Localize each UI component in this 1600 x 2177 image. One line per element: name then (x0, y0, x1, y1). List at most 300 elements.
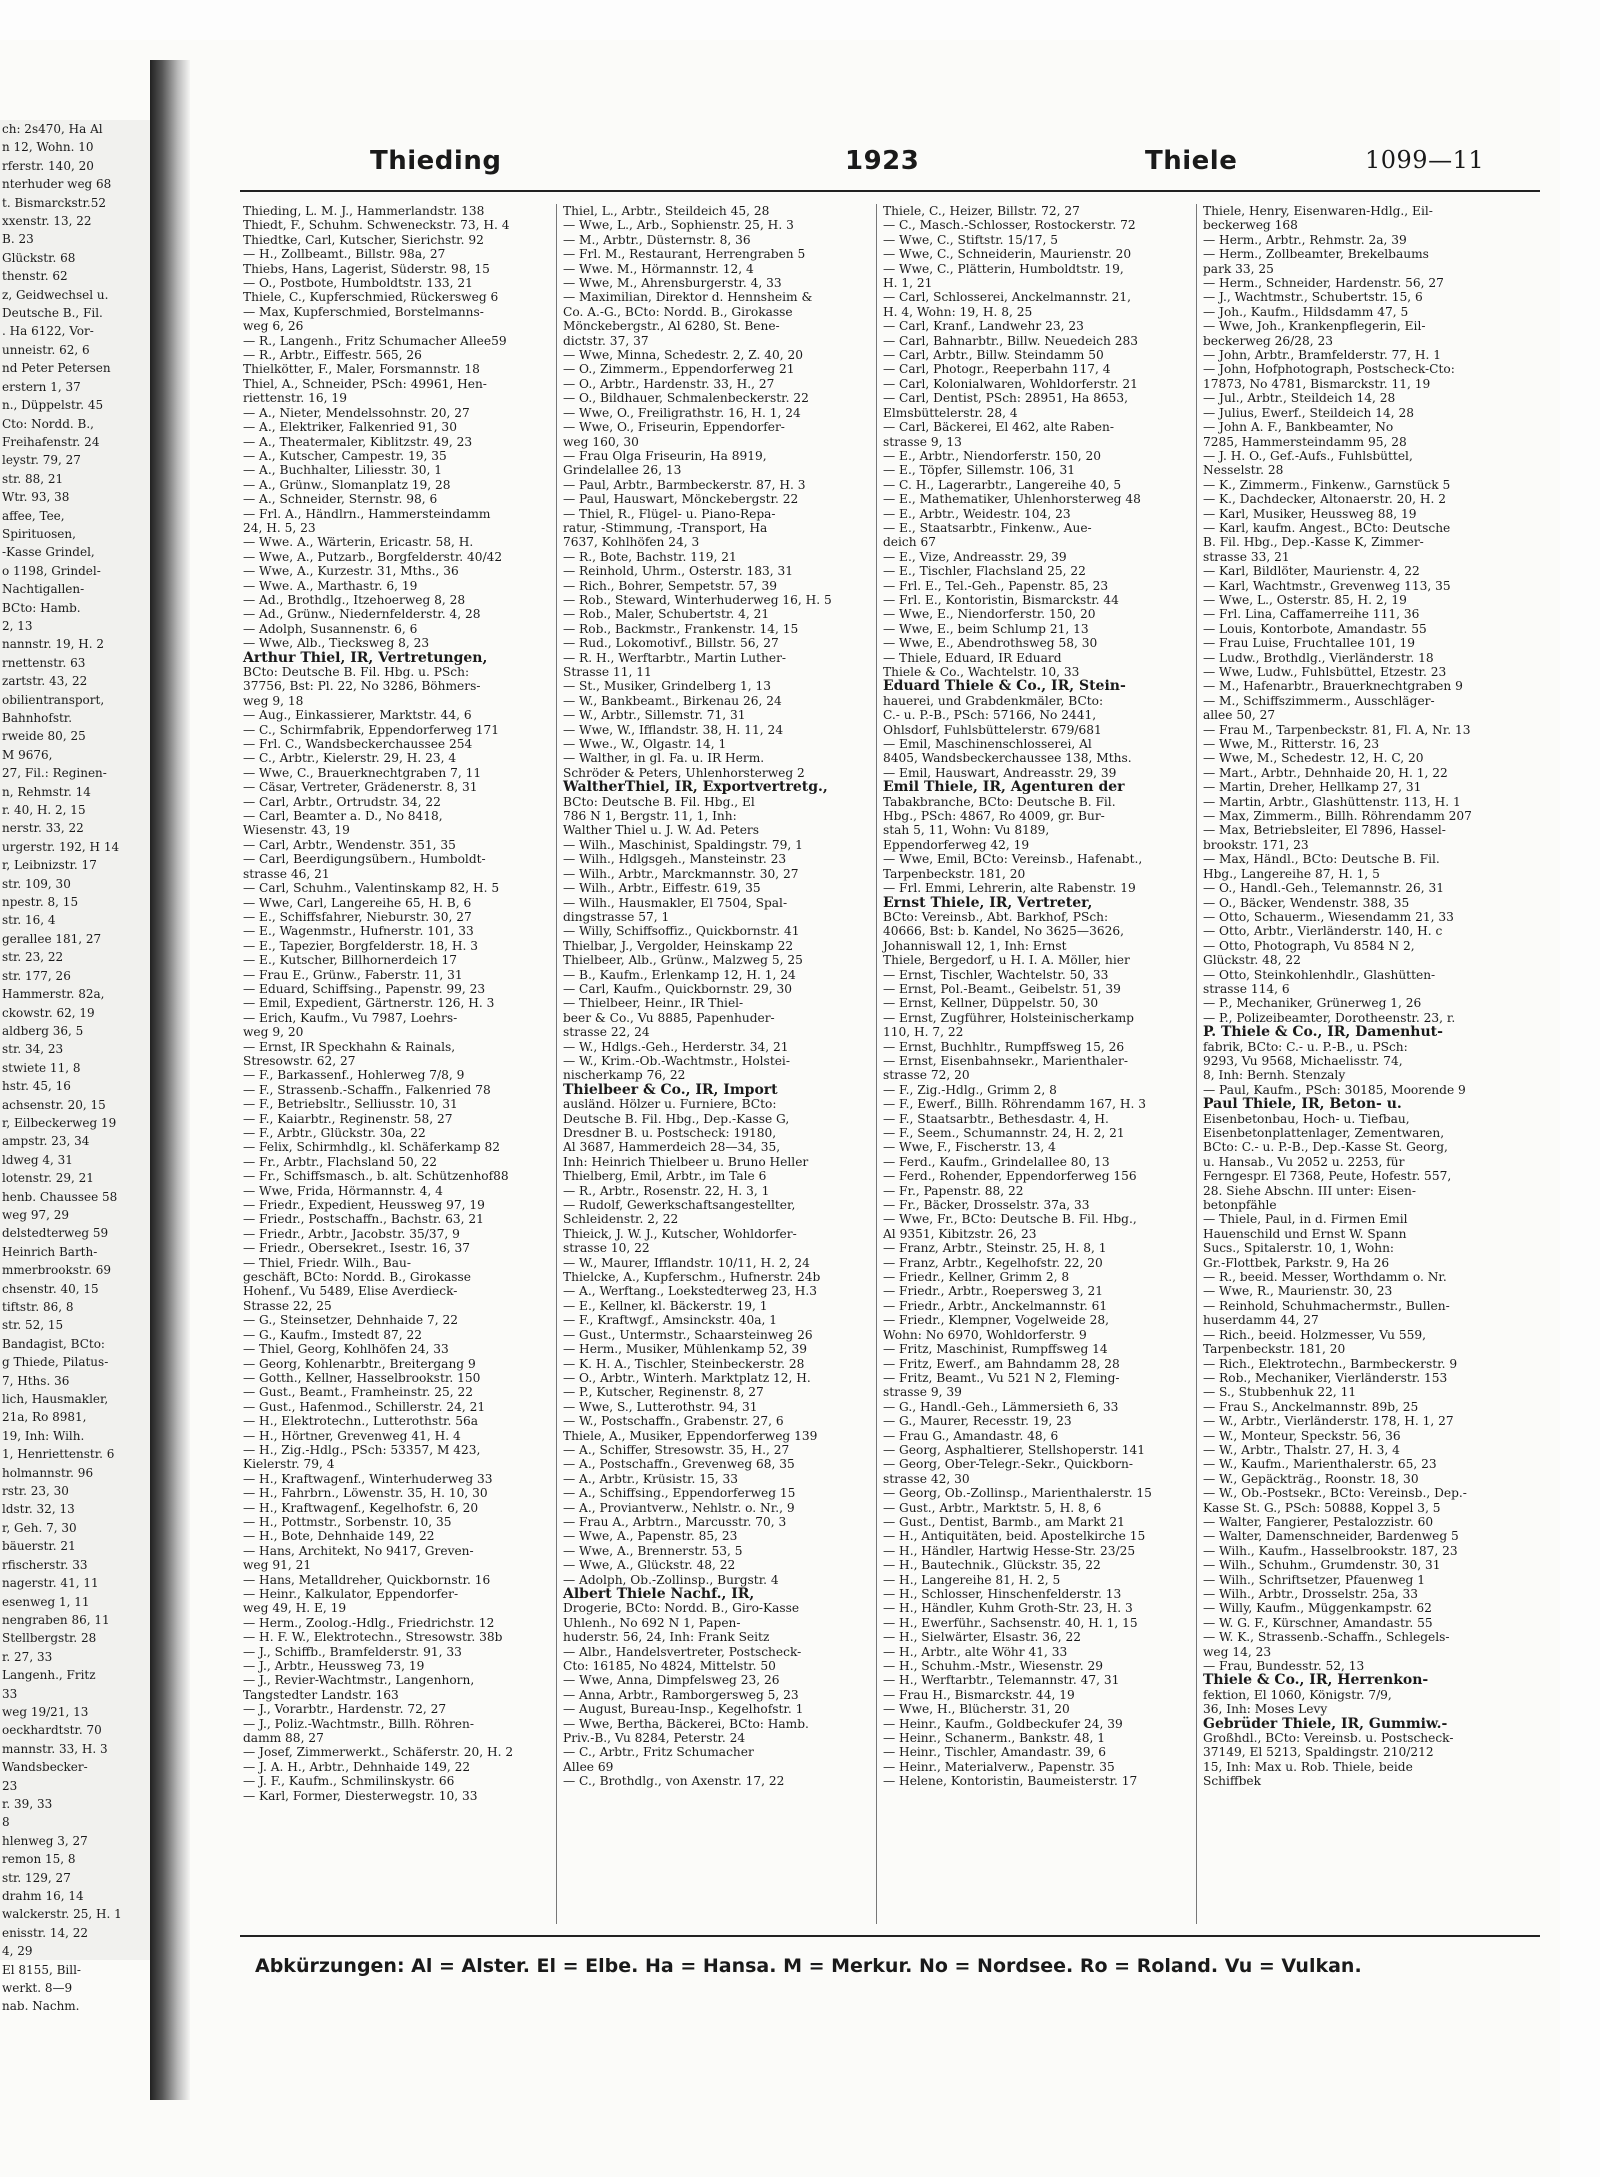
directory-entry-line: dingstrasse 57, 1 (563, 909, 670, 924)
left-page-line: rfischerstr. 33 (2, 1557, 88, 1572)
directory-entry-line: — Wwe, S., Lutterothstr. 94, 31 (563, 1399, 758, 1414)
directory-entry-line: strasse 9, 39 (883, 1385, 962, 1400)
directory-entry-line: Arthur Thiel, IR, Vertretungen, (243, 649, 488, 666)
directory-entry-line: 8, Inh: Bernh. Stenzaly (1203, 1068, 1346, 1083)
directory-entry-line: Deutsche B. Fil. Hbg., Dep.-Kasse G, (563, 1111, 790, 1126)
left-page-line: r. 27, 33 (2, 1649, 53, 1664)
left-page-line: 7, Hths. 36 (2, 1373, 70, 1388)
directory-entry-line: — W., Arbtr., Vierländerstr. 178, H. 1, 27 (1203, 1414, 1454, 1429)
directory-entry-line: — A., Buchhalter, Liliesstr. 30, 1 (243, 463, 442, 478)
left-page-line: Spirituosen, (2, 526, 76, 541)
directory-entry-line: — Wilh., Hausmakler, El 7504, Spal- (563, 895, 788, 910)
directory-entry-line: Thiele, Bergedorf, u H. I. A. Möller, hier (883, 953, 1130, 968)
directory-entry-line: Allee 69 (563, 1759, 614, 1774)
directory-entry-line: — Wwe, C., Stiftstr. 15/17, 5 (883, 232, 1059, 247)
directory-entry-line: — H., Zollbeamt., Billstr. 98a, 27 (243, 247, 446, 262)
directory-entry-line: — C., Brothdlg., von Axenstr. 17, 22 (563, 1774, 785, 1789)
directory-entry-line: — J., Arbtr., Heussweg 73, 19 (243, 1659, 425, 1674)
directory-entry-line: fabrik, BCto: C.- u. P.-B., u. PSch: (1203, 1039, 1408, 1054)
directory-entry-line: — A., Theatermaler, Kiblitzstr. 49, 23 (243, 434, 473, 449)
directory-entry-line: Eppendorferweg 42, 19 (883, 837, 1030, 852)
directory-entry-line: Eisenbetonbau, Hoch- u. Tiefbau, (1203, 1111, 1410, 1126)
directory-entry-line: — J. F., Kaufm., Schmilinskystr. 66 (243, 1774, 455, 1789)
left-page-line: nannstr. 19, H. 2 (2, 637, 104, 652)
column-1 (240, 204, 557, 1924)
directory-entry-line: Hbg., Langereihe 87, H. 1, 5 (1203, 866, 1380, 881)
left-page-line: oeckhardtstr. 70 (2, 1723, 102, 1738)
left-page-line: mannstr. 33, H. 3 (2, 1741, 108, 1756)
directory-entry-line: 8405, Wandsbeckerchaussee 138, Mths. (883, 751, 1132, 766)
directory-entry-line: Eisenbetonplattenlager, Zementwaren, (1203, 1126, 1445, 1140)
directory-entry-line: — E., Schiffsfahrer, Nieburstr. 30, 27 (243, 909, 472, 924)
left-page-line: chsenstr. 40, 15 (2, 1281, 99, 1296)
directory-entry-line: — Max, Händl., BCto: Deutsche B. Fil. (1203, 852, 1440, 867)
directory-entry-line: — G., Handl.-Geh., Lämmersieth 6, 33 (883, 1399, 1119, 1414)
directory-entry-line: — G., Kaufm., Imstedt 87, 22 (243, 1327, 422, 1342)
left-page-line: Langenh., Fritz (2, 1668, 96, 1683)
directory-entry-line: — Frau G., Amandastr. 48, 6 (883, 1428, 1059, 1443)
directory-entry-line: Tarpenbeckstr. 181, 20 (883, 866, 1026, 881)
directory-entry-line: riettenstr. 16, 19 (243, 391, 347, 406)
directory-entry-line: — H., Kraftwagenf., Winterhuderweg 33 (243, 1471, 493, 1486)
directory-entry-line: — Wwe, C., Schneiderin, Maurienstr. 20 (883, 247, 1132, 262)
directory-entry-line: — Wwe, A., Glückstr. 48, 22 (563, 1558, 736, 1573)
directory-entry-line: — Otto, Schauerm., Wiesendamm 21, 33 (1203, 909, 1454, 924)
directory-entry-line: — Ferd., Rohender, Eppendorferweg 156 (883, 1169, 1137, 1184)
directory-entry-line: — Wwe. M., Hörmannstr. 12, 4 (563, 261, 754, 276)
left-page-line: bäuerstr. 21 (2, 1539, 76, 1554)
directory-entry-line: — H., Schuhm.-Mstr., Wiesenstr. 29 (883, 1659, 1103, 1674)
directory-entry-line: — Wwe, Joh., Krankenpflegerin, Eil- (1203, 319, 1426, 334)
header-year: 1923 (845, 146, 920, 176)
directory-entry-line: — Heinr., Tischler, Amandastr. 39, 6 (883, 1745, 1106, 1760)
directory-entry-line: — H., Hörtner, Grevenweg 41, H. 4 (243, 1428, 461, 1443)
directory-entry-line: WaltherThiel, IR, Exportvertretg., (563, 779, 828, 796)
directory-entry-line: — Rich., beeid. Holzmesser, Vu 559, (1203, 1327, 1426, 1342)
directory-entry-line: strasse 9, 13 (883, 434, 962, 449)
directory-entry-line: — Fritz, Beamt., Vu 521 N 2, Fleming- (883, 1370, 1120, 1385)
directory-entry-line: — Aug., Einkassierer, Marktstr. 44, 6 (243, 708, 472, 723)
directory-entry-line: — W., Arbtr., Sillemstr. 71, 31 (563, 708, 746, 723)
directory-entry-line: u. Hansab., Vu 2052 u. 2253, für (1203, 1154, 1405, 1169)
directory-entry-line: — H., Kraftwagenf., Kegelhofstr. 6, 20 (243, 1500, 479, 1515)
directory-entry-line: — Adolph, Ob.-Zollinsp., Burgstr. 4 (563, 1572, 779, 1587)
directory-entry-line: strasse 72, 20 (883, 1068, 970, 1083)
directory-entry-line: — E., Tischler, Flachsland 25, 22 (883, 564, 1086, 579)
left-page-line: str. 52, 15 (2, 1318, 64, 1333)
left-page-line: hlenweg 3, 27 (2, 1833, 88, 1848)
directory-entry-line: — Wwe, O., Friseurin, Eppendorfer- (563, 420, 785, 435)
directory-entry-line: — O., Bildhauer, Schmalenbeckerstr. 22 (563, 391, 809, 406)
directory-entry-line: — Eduard, Schiffsing., Papenstr. 99, 23 (243, 981, 486, 996)
directory-entry-line: — Friedr., Obersekret., Isestr. 16, 37 (243, 1241, 471, 1256)
directory-entry-line: — Heinr., Kalkulator, Eppendorfer- (243, 1587, 459, 1601)
directory-entry-line: — Frl. E., Kontoristin, Bismarckstr. 44 (883, 592, 1119, 607)
directory-entry-line: 40666, Bst: b. Kandel, No 3625—3626, (883, 924, 1125, 939)
directory-entry-line: — W., Postschaffn., Grabenstr. 27, 6 (563, 1414, 784, 1429)
directory-entry-line: — O., Bäcker, Wendenstr. 388, 35 (1203, 895, 1410, 910)
directory-entry-line: — A., Elektriker, Falkenried 91, 30 (243, 420, 457, 435)
directory-entry-line: Thielbeer, Alb., Grünw., Malzweg 5, 25 (563, 953, 803, 968)
directory-entry-line: — Rob., Steward, Winterhuderweg 16, H. 5 (563, 592, 832, 607)
directory-entry-line: — Wwe, C., Plätterin, Humboldtstr. 19, (883, 261, 1124, 276)
directory-entry-line: — Carl, Bahnarbtr., Billw. Neuedeich 283 (883, 333, 1138, 348)
left-page-line: ch: 2s470, Ha Al (2, 122, 103, 136)
directory-entry-line: — Rob., Mechaniker, Vierländerstr. 153 (1203, 1370, 1448, 1385)
directory-entry-line: weg 6, 26 (243, 319, 304, 334)
directory-entry-line: — Carl, Kolonialwaren, Wohldorferstr. 21 (883, 376, 1138, 391)
directory-entry-line: — Rud., Lokomotivf., Billstr. 56, 27 (563, 636, 779, 651)
directory-entry-line: Walther Thiel u. J. W. Ad. Peters (563, 823, 759, 838)
directory-entry-line: — Wwe, M., Ritterstr. 16, 23 (1203, 737, 1380, 752)
directory-entry-line: — Mart., Arbtr., Dehnhaide 20, H. 1, 22 (1203, 765, 1448, 780)
directory-entry-line: Drogerie, BCto: Nordd. B., Giro-Kasse (563, 1601, 800, 1616)
directory-entry-line: — W., Hdlgs.-Geh., Herderstr. 34, 21 (563, 1039, 789, 1054)
left-page-line: werkt. 8—9 (2, 1981, 73, 1996)
directory-entry-line: — H., Werftarbtr., Telemannstr. 47, 31 (883, 1673, 1120, 1688)
directory-entry-line: — Adolph, Susannenstr. 6, 6 (243, 621, 418, 636)
left-page-fragment (0, 120, 150, 2014)
directory-entry-line: Inh: Heinrich Thielbeer u. Bruno Heller (563, 1154, 809, 1169)
directory-entry-line: — P., Kutscher, Reginenstr. 8, 27 (563, 1385, 764, 1400)
directory-entry-line: — W., Kaufm., Marienthalerstr. 65, 23 (1203, 1457, 1437, 1472)
directory-entry-line: dictstr. 37, 37 (563, 333, 649, 348)
directory-entry-line: nischerkamp 76, 22 (563, 1068, 686, 1083)
directory-entry-line: — R., Bote, Bachstr. 119, 21 (563, 549, 737, 564)
left-page-line: urgerstr. 192, H 14 (2, 839, 120, 854)
directory-entry-line: — E., Mathematiker, Uhlenhorsterweg 48 (883, 492, 1141, 507)
directory-entry-line: huserdamm 44, 27 (1203, 1313, 1319, 1328)
left-page-line: zartstr. 43, 22 (2, 674, 88, 689)
directory-entry-line: — Frau Luise, Fruchtallee 101, 19 (1203, 636, 1415, 651)
directory-entry-line: — S., Stubbenhuk 22, 11 (1203, 1385, 1357, 1400)
footer-rule (240, 1935, 1540, 1937)
directory-entry-line: Thiele & Co., Wachtelstr. 10, 33 (883, 665, 1080, 679)
directory-entry-line: — Cäsar, Vertreter, Grädenerstr. 8, 31 (243, 780, 478, 795)
left-page-line: ldweg 4, 31 (2, 1152, 73, 1167)
directory-entry-line: weg 91, 21 (243, 1558, 312, 1573)
directory-entry-line: — H., Händler, Kuhm Groth-Str. 23, H. 3 (883, 1601, 1133, 1616)
directory-entry-line: — Ad., Brothdlg., Itzehoerweg 8, 28 (243, 592, 466, 607)
directory-entry-line: allee 50, 27 (1203, 708, 1276, 723)
directory-entry-line: — M., Schiffszimmerm., Ausschläger- (1203, 693, 1435, 708)
directory-entry-line: — Gust., Dentist, Barmb., am Markt 21 (883, 1514, 1125, 1529)
directory-entry-line: — Wilh., Kaufm., Hasselbrookstr. 187, 23 (1203, 1543, 1458, 1558)
directory-entry-line: — A., Schiffer, Stresowstr. 35, H., 27 (563, 1442, 790, 1457)
directory-entry-line: — Herm., Zoolog.-Hdlg., Friedrichstr. 12 (243, 1615, 495, 1630)
directory-entry-line: 110, H. 7, 22 (883, 1025, 964, 1040)
directory-entry-line: beckerweg 168 (1203, 218, 1298, 233)
directory-entry-line: Thielbeer & Co., IR, Import (563, 1081, 778, 1098)
directory-entry-line: Thielberg, Emil, Arbtr., im Tale 6 (563, 1169, 767, 1184)
directory-entry-line: — Frl. C., Wandsbeckerchaussee 254 (243, 737, 473, 752)
directory-entry-line: — Ernst, Buchhltr., Rumpffsweg 15, 26 (883, 1039, 1125, 1054)
directory-entry-line: — Otto, Photograph, Vu 8584 N 2, (1203, 938, 1415, 953)
directory-entry-line: — E., Arbtr., Weidestr. 104, 23 (883, 506, 1071, 521)
left-page-line: ckowstr. 62, 19 (2, 1005, 95, 1020)
column-3 (880, 204, 1197, 1924)
left-page-line: weg 97, 29 (2, 1207, 70, 1222)
directory-entry-line: Kasse St. G., PSch: 50888, Koppel 3, 5 (1203, 1500, 1441, 1515)
left-page-line: n., Düppelstr. 45 (2, 398, 104, 413)
directory-entry-line: BCto: Deutsche B. Fil. Hbg. u. PSch: (243, 665, 470, 679)
directory-entry-line: Strasse 22, 25 (243, 1298, 332, 1313)
directory-entry-line: — Emil, Maschinenschlosserei, Al (883, 737, 1092, 752)
directory-entry-line: — W., Maurer, Ifflandstr. 10/11, H. 2, 24 (563, 1255, 810, 1270)
directory-entry-line: — A., Arbtr., Krüsistr. 15, 33 (563, 1471, 739, 1486)
directory-entry-line: — Frl. E., Tel.-Geh., Papenstr. 85, 23 (883, 578, 1109, 593)
directory-entry-line: — O., Handl.-Geh., Telemannstr. 26, 31 (1203, 881, 1444, 896)
directory-entry-line: — Frl. Lina, Caffamerreihe 111, 36 (1203, 607, 1420, 622)
directory-entry-line: — C., Arbtr., Kielerstr. 29, H. 23, 4 (243, 751, 457, 766)
directory-entry-line: — Joh., Kaufm., Hildsdamm 47, 5 (1203, 304, 1409, 319)
column-2 (560, 204, 877, 1924)
directory-entry-line: stah 5, 11, Wohn: Vu 8189, (883, 823, 1050, 838)
directory-entry-line: — Karl, kaufm. Angest., BCto: Deutsche (1203, 520, 1451, 535)
directory-entry-line: Schleidenstr. 2, 22 (563, 1212, 679, 1227)
left-page-line: delstedterweg 59 (2, 1226, 109, 1241)
left-page-line: stwiete 11, 8 (2, 1060, 81, 1075)
directory-entry-line: — Rudolf, Gewerkschaftsangestellter, (563, 1198, 796, 1213)
directory-entry-line: — Wilh., Arbtr., Marckmannstr. 30, 27 (563, 866, 799, 881)
directory-entry-line: — Karl, Musiker, Heussweg 88, 19 (1203, 506, 1417, 521)
directory-entry-line: — Herm., Schneider, Hardenstr. 56, 27 (1203, 276, 1444, 291)
directory-entry-line: — Georg, Ob.-Zollinsp., Marienthalerstr. 15 (883, 1486, 1152, 1501)
directory-entry-line: 786 N 1, Bergstr. 11, 1, Inh: (563, 809, 737, 824)
directory-entry-line: park 33, 25 (1203, 261, 1274, 276)
directory-entry-line: Emil Thiele, IR, Agenturen der (883, 779, 1125, 796)
directory-entry-line: — Carl, Bäckerei, El 462, alte Raben- (883, 420, 1114, 435)
directory-entry-line: — Franz, Arbtr., Steinstr. 25, H. 8, 1 (883, 1241, 1107, 1256)
directory-entry-line: — Frau Olga Friseurin, Ha 8919, (563, 448, 767, 463)
left-page-line: mmerbrookstr. 69 (2, 1263, 112, 1278)
directory-entry-line: — Carl, Schuhm., Valentinskamp 82, H. 5 (243, 881, 500, 896)
directory-entry-line: Glückstr. 48, 22 (1203, 953, 1301, 968)
directory-entry-line: — Wwe, H., Blücherstr. 31, 20 (883, 1702, 1070, 1717)
directory-entry-line: Stresowstr. 62, 27 (243, 1053, 356, 1068)
directory-entry-line: H. 1, 21 (883, 276, 933, 291)
directory-entry-line: — F., Kaiarbtr., Reginenstr. 58, 27 (243, 1111, 453, 1126)
directory-entry-line: 24, H. 5, 23 (243, 520, 316, 535)
directory-entry-line: — W., Arbtr., Thalstr. 27, H. 3, 4 (1203, 1442, 1400, 1457)
directory-entry-line: — A., Nieter, Mendelssohnstr. 20, 27 (243, 405, 470, 420)
directory-entry-line: — Herm., Arbtr., Rehmstr. 2a, 39 (1203, 232, 1407, 247)
directory-entry-line: — H., Schlosser, Hinschenfelderstr. 13 (883, 1587, 1122, 1601)
directory-entry-line: — H., Sielwärter, Elsastr. 36, 22 (883, 1630, 1082, 1645)
directory-entry-line: — Fr., Bäcker, Drosselstr. 37a, 33 (883, 1198, 1090, 1213)
directory-entry-line: — B., Kaufm., Erlenkamp 12, H. 1, 24 (563, 967, 796, 982)
directory-entry-line: — Friedr., Kellner, Grimm 2, 8 (883, 1270, 1070, 1285)
directory-entry-line: — Ernst, Tischler, Wachtelstr. 50, 33 (883, 967, 1109, 982)
directory-entry-line: — Walther, in gl. Fa. u. IR Herm. (563, 751, 765, 766)
left-page-line: xxenstr. 13, 22 (2, 214, 92, 229)
directory-entry-line: — H., Bote, Dehnhaide 149, 22 (243, 1529, 435, 1544)
directory-entry-line: — Frl. M., Restaurant, Herrengraben 5 (563, 247, 806, 262)
directory-entry-line: — Friedr., Arbtr., Jacobstr. 35/37, 9 (243, 1226, 460, 1241)
directory-entry-line: — Wilh., Schuhm., Grumdenstr. 30, 31 (1203, 1558, 1441, 1573)
directory-entry-line: — P., Mechaniker, Grünerweg 1, 26 (1203, 996, 1422, 1011)
directory-entry-line: Wiesenstr. 43, 19 (243, 823, 350, 838)
directory-entry-line: — Frau, Bundesstr. 52, 13 (1203, 1659, 1365, 1674)
directory-entry-line: Mönckebergstr., Al 6280, St. Bene- (563, 319, 780, 334)
directory-entry-line: Thiel, A., Schneider, PSch: 49961, Hen- (243, 376, 487, 391)
directory-entry-line: — H., Bautechnik., Glückstr. 35, 22 (883, 1558, 1101, 1573)
directory-entry-line: Albert Thiele Nachf., IR, (563, 1586, 755, 1602)
left-page-line: 1, Henriettenstr. 6 (2, 1447, 115, 1462)
directory-entry-line: Thiele, A., Musiker, Eppendorferweg 139 (563, 1428, 818, 1443)
directory-entry-line: — R., Arbtr., Rosenstr. 22, H. 3, 1 (563, 1183, 770, 1198)
directory-entry-line: beer & Co., Vu 8885, Papenhuder- (563, 1010, 775, 1025)
directory-entry-line: — Ernst, Pol.-Beamt., Geibelstr. 51, 39 (883, 981, 1121, 996)
directory-entry-line: — Gust., Beamt., Framheinstr. 25, 22 (243, 1385, 473, 1400)
directory-entry-line: — Gust., Arbtr., Marktstr. 5, H. 8, 6 (883, 1500, 1102, 1515)
left-page-line: t. Bismarckstr.52 (2, 195, 107, 210)
directory-entry-line: — Fr., Papenstr. 88, 22 (883, 1183, 1024, 1198)
header-left-word: Thieding (370, 146, 502, 176)
directory-entry-line: Ohlsdorf, Fuhlsbüttelerstr. 679/681 (883, 722, 1102, 737)
directory-entry-line: — Carl, Beamter a. D., No 8418, (243, 809, 443, 824)
directory-entry-line: Thielbar, J., Vergolder, Heinskamp 22 (563, 938, 794, 953)
directory-entry-line: — J. H. O., Gef.-Aufs., Fuhlsbüttel, (1203, 448, 1413, 463)
directory-entry-line: Nesselstr. 28 (1203, 463, 1284, 478)
left-page-line: 19, Inh: Wilh. (2, 1428, 85, 1443)
directory-entry-line: — W., Bankbeamt., Birkenau 26, 24 (563, 693, 782, 708)
left-page-line: 23 (2, 1778, 18, 1793)
left-page-line: affee, Tee, (2, 508, 65, 523)
directory-entry-line: Thiele, Henry, Eisenwaren-Hdlg., Eil- (1203, 204, 1433, 218)
directory-entry-line: Thieding, L. M. J., Hammerlandstr. 138 (243, 204, 485, 218)
directory-entry-line: — Willy, Kaufm., Müggenkampstr. 62 (1203, 1601, 1432, 1616)
left-page-line: Hammerstr. 82a, (2, 987, 105, 1002)
directory-entry-line: — Karl, Wachtmstr., Grevenweg 113, 35 (1203, 578, 1451, 593)
directory-entry-line: ratur, -Stimmung, -Transport, Ha (563, 520, 768, 535)
directory-entry-line: Thielcke, A., Kupferschm., Hufnerstr. 24b (563, 1270, 821, 1285)
directory-entry-line: BCto: C.- u. P.-B., Dep.-Kasse St. Georg, (1203, 1140, 1448, 1155)
directory-entry-line: — H., Elektrotechn., Lutterothstr. 56a (243, 1414, 479, 1429)
left-page-line: nd Peter Petersen (2, 361, 111, 376)
directory-entry-line: Uhlenh., No 692 N 1, Papen- (563, 1615, 741, 1630)
directory-entry-line: — F., Barkassenf., Hohlerweg 7/8, 9 (243, 1068, 465, 1083)
left-page-line: rweide 80, 25 (2, 729, 86, 744)
directory-entry-line: — Wwe. A., Marthastr. 6, 19 (243, 578, 418, 593)
directory-entry-line: — E., Staatsarbtr., Finkenw., Aue- (883, 520, 1092, 535)
directory-entry-line: — Carl, Kranf., Landwehr 23, 23 (883, 319, 1084, 334)
left-page-line: B. 23 (2, 232, 34, 247)
directory-entry-line: — Gust., Hafenmod., Schillerstr. 24, 21 (243, 1399, 486, 1414)
left-page-line: 27, Fil.: Reginen- (2, 766, 107, 781)
directory-entry-line: weg 14, 23 (1203, 1644, 1272, 1659)
directory-entry-line: weg 9, 20 (243, 1025, 304, 1040)
directory-entry-line: — Emil, Expedient, Gärtnerstr. 126, H. 3 (243, 996, 495, 1011)
directory-entry-line: Strasse 11, 11 (563, 665, 652, 679)
directory-entry-line: — Otto, Arbtr., Vierländerstr. 140, H. c (1203, 924, 1443, 939)
directory-entry-line: — Martin, Dreher, Hellkamp 27, 31 (1203, 780, 1422, 795)
left-page-line: M 9676, (2, 747, 53, 762)
left-page-line: lich, Hausmakler, (2, 1392, 109, 1407)
directory-entry-line: — M., Arbtr., Düsternstr. 8, 36 (563, 232, 751, 247)
directory-entry-line: Thiele, C., Kupferschmied, Rückersweg 6 (243, 290, 499, 305)
directory-entry-line: Al 3687, Hammerdeich 28—34, 35, (563, 1140, 781, 1155)
left-page-line: r, Geh. 7, 30 (2, 1520, 77, 1535)
left-page-line: 4, 29 (2, 1944, 33, 1959)
directory-entry-line: — R. H., Werftarbtr., Martin Luther- (563, 650, 787, 665)
directory-entry-line: 7285, Hammersteindamm 95, 28 (1203, 434, 1407, 449)
directory-entry-line: — Gust., Untermstr., Schaarsteinweg 26 (563, 1327, 813, 1342)
header-rule (240, 190, 1540, 192)
directory-entry-line: — Carl, Arbtr., Ortrudstr. 34, 22 (243, 794, 441, 809)
directory-entry-line: — Fr., Schiffsmasch., b. alt. Schützenhof88 (243, 1169, 509, 1184)
directory-entry-line: — R., Arbtr., Eiffestr. 565, 26 (243, 348, 422, 363)
directory-entry-line: — Wwe, L., Arb., Sophienstr. 25, H. 3 (563, 218, 794, 233)
directory-entry-line: — J., Vorarbtr., Hardenstr. 72, 27 (243, 1702, 447, 1717)
left-page-line: z, Geidwechsel u. (2, 287, 109, 302)
directory-entry-line: 15, Inh: Max u. Rob. Thiele, beide (1203, 1759, 1413, 1774)
directory-entry-line: Tabakbranche, BCto: Deutsche B. Fil. (883, 794, 1116, 809)
directory-entry-line: Hauenschild und Ernst W. Spann (1203, 1226, 1407, 1241)
directory-entry-line: — Gotth., Kellner, Hasselbrookstr. 150 (243, 1370, 481, 1385)
directory-entry-line: — Wwe, Carl, Langereihe 65, H. B, 6 (243, 895, 472, 910)
directory-entry-line: — E., Töpfer, Sillemstr. 106, 31 (883, 463, 1076, 478)
directory-entry-line: Sucs., Spitalerstr. 10, 1, Wohn: (1203, 1241, 1395, 1256)
directory-entry-line: — Reinhold, Schuhmachermstr., Bullen- (1203, 1298, 1450, 1313)
left-page-line: erstern 1, 37 (2, 379, 81, 394)
directory-entry-line: Ferngespr. El 7368, Peute, Hofestr. 557, (1203, 1169, 1452, 1184)
directory-entry-line: 9293, Vu 9568, Michaelisstr. 74, (1203, 1053, 1403, 1068)
left-page-line: -Kasse Grindel, (2, 545, 95, 560)
directory-entry-line: beckerweg 26/28, 23 (1203, 333, 1333, 348)
directory-entry-line: — Friedr., Expedient, Heussweg 97, 19 (243, 1198, 485, 1213)
left-page-line: hstr. 45, 16 (2, 1079, 71, 1094)
directory-entry-line: Schröder & Peters, Uhlenhorsterweg 2 (563, 765, 805, 780)
left-page-line: Heinrich Barth- (2, 1244, 98, 1259)
top-margin (0, 0, 1600, 40)
directory-entry-line: — Julius, Ewerf., Steildeich 14, 28 (1203, 405, 1414, 420)
directory-entry-line: H. 4, Wohn: 19, H. 8, 25 (883, 304, 1033, 319)
directory-entry-line: — H., Fahrbrn., Löwenstr. 35, H. 10, 30 (243, 1486, 488, 1501)
directory-entry-line: — H., Arbtr., alte Wöhr 41, 33 (883, 1644, 1068, 1659)
directory-entry-line: — Max, Zimmerm., Billh. Röhrendamm 207 (1203, 809, 1472, 824)
directory-entry-line: damm 88, 27 (243, 1731, 324, 1746)
directory-entry-line: — Paul, Hauswart, Mönckebergstr. 22 (563, 492, 799, 507)
directory-entry-line: — Wilh., Hdlgsgeh., Mansteinstr. 23 (563, 852, 787, 867)
directory-entry-line: — Wwe, O., Freiligrathstr. 16, H. 1, 24 (563, 405, 801, 420)
directory-entry-line: — John, Arbtr., Bramfelderstr. 77, H. 1 (1203, 348, 1442, 363)
directory-entry-line: — P., Polizeibeamter, Dorotheenstr. 23, r. (1203, 1010, 1456, 1025)
directory-entry-line: — Helene, Kontoristin, Baumeisterstr. 17 (883, 1774, 1138, 1789)
directory-entry-line: 28. Siehe Abschn. III unter: Eisen- (1203, 1183, 1416, 1198)
directory-entry-line: 36, Inh: Moses Levy (1203, 1702, 1328, 1717)
directory-entry-line: — Paul, Arbtr., Barmbeckerstr. 87, H. 3 (563, 477, 806, 492)
directory-entry-line: — F., Zig.-Hdlg., Grimm 2, 8 (883, 1082, 1057, 1097)
directory-entry-line: — E., Tapezier, Borgfelderstr. 18, H. 3 (243, 938, 478, 953)
directory-entry-line: 37756, Bst: Pl. 22, No 3286, Böhmers- (243, 679, 481, 694)
directory-entry-line: Gebrüder Thiele, IR, Gummiw.- (1203, 1715, 1448, 1732)
directory-entry-line: — Josef, Zimmerwerkt., Schäferstr. 20, H. 2 (243, 1745, 514, 1760)
left-page-line: weg 19/21, 13 (2, 1704, 89, 1719)
directory-entry-line: — O., Zimmerm., Eppendorferweg 21 (563, 362, 795, 377)
directory-entry-line: Co. A.-G., BCto: Nordd. B., Girokasse (563, 304, 793, 319)
directory-entry-line: Tarpenbeckstr. 181, 20 (1203, 1342, 1346, 1357)
left-page-line: str. 34, 23 (2, 1042, 64, 1057)
abbreviations-footer: Abkürzungen: Al = Alster. El = Elbe. Ha = Hansa. M = Merkur. No = Nordsee. Ro = Roland. Vu = Vulkan. (255, 1955, 1362, 1977)
directory-entry-line: — Friedr., Postschaffn., Bachstr. 63, 21 (243, 1212, 484, 1227)
directory-entry-line: — Ernst, Zugführer, Holsteinischerkamp (883, 1010, 1134, 1025)
left-page-line: nab. Nachm. (2, 1999, 80, 2014)
left-page-line: nengraben 86, 11 (2, 1612, 110, 1627)
header-right-word: Thiele (1145, 146, 1238, 176)
directory-entry-line: — Wwe, Fr., BCto: Deutsche B. Fil. Hbg., (883, 1212, 1137, 1227)
directory-entry-line: — M., Hafenarbtr., Brauerknechtgraben 9 (1203, 679, 1463, 694)
